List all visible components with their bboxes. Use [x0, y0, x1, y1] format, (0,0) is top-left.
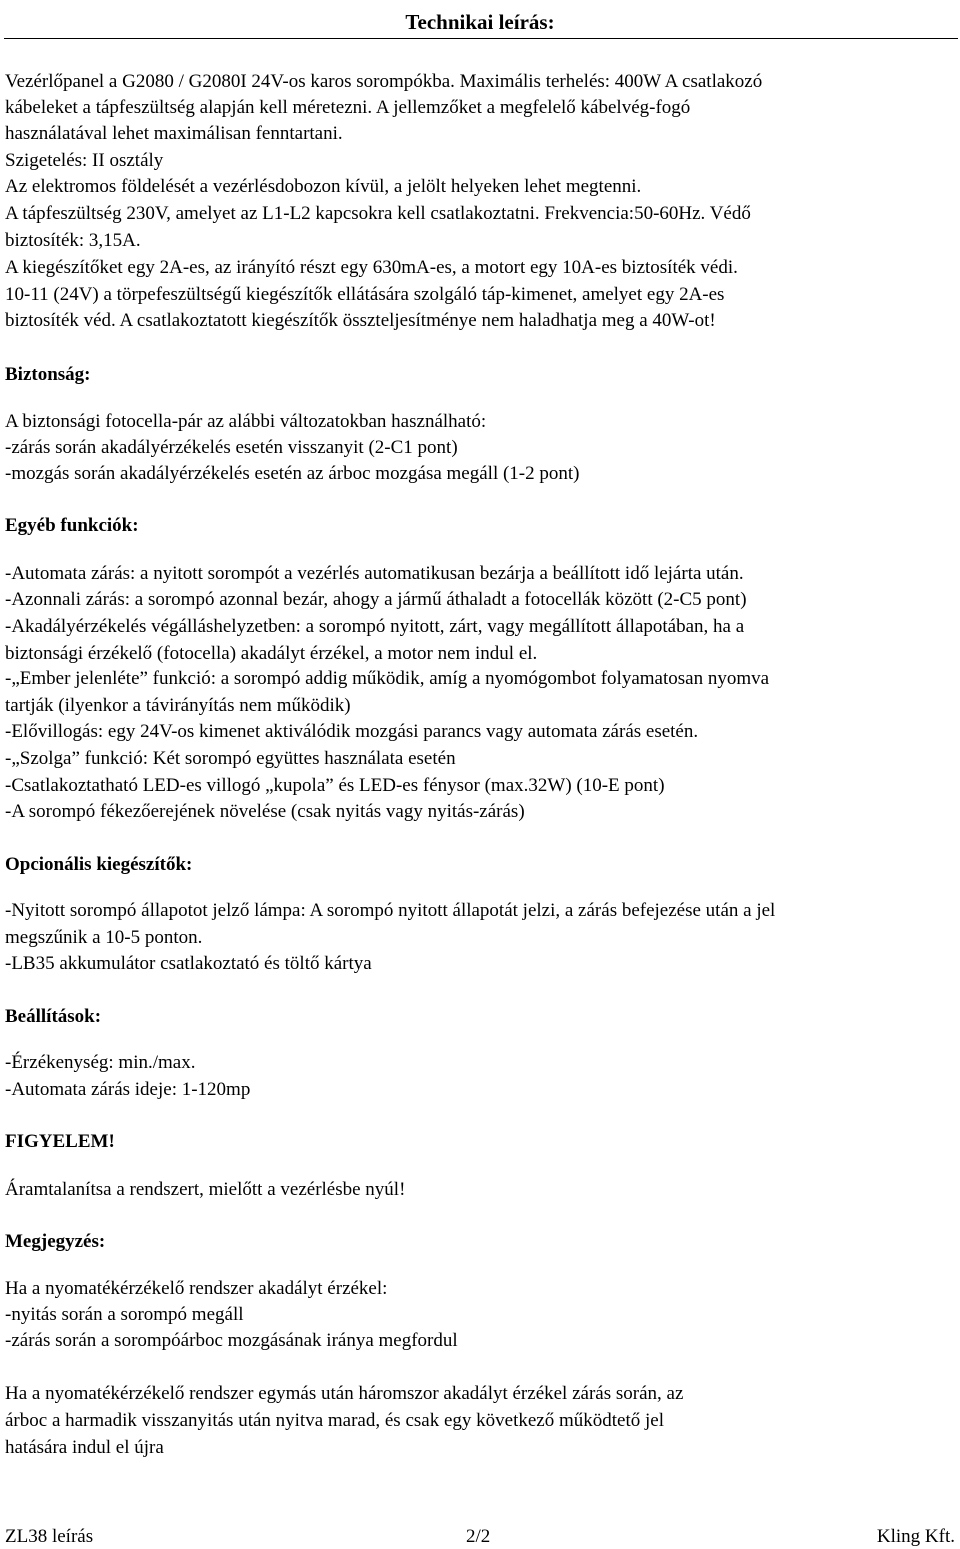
intro-line: biztosíték véd. A csatlakoztatott kiegészítők összteljesítménye nem haladhatja meg a 40W-ot! [5, 310, 716, 331]
egyeb-line: -A sorompó fékezőerejének növelése (csak nyitás vagy nyitás-zárás) [5, 801, 525, 822]
egyeb-line: -„Ember jelenléte” funkció: a sorompó addig működik, amíg a nyomógombot folyamatosan nyomva [5, 668, 770, 689]
footer-document-name: ZL38 leírás [5, 1526, 94, 1547]
page-title: Technikai leírás: [405, 10, 555, 34]
megjegyzes-line: -zárás során a sorompóárboc mozgásának iránya megfordul [5, 1330, 458, 1351]
section-heading-megjegyzes: Megjegyzés: [5, 1231, 106, 1252]
biztonsag-line: A biztonsági fotocella-pár az alábbi változatokban használható: [5, 411, 487, 432]
opcionalis-line: -Nyitott sorompó állapotot jelző lámpa: A sorompó nyitott állapotát jelzi, a zárás befejezése után a jel [5, 900, 776, 921]
opcionalis-line: -LB35 akkumulátor csatlakoztató és töltő kártya [5, 953, 372, 974]
megjegyzes-paragraph-line: Ha a nyomatékérzékelő rendszer egymás után háromszor akadályt érzékel zárás során, az [5, 1383, 684, 1404]
megjegyzes-paragraph-line: hatására indul el újra [5, 1437, 164, 1458]
opcionalis-line: megszűnik a 10-5 ponton. [5, 927, 203, 948]
intro-line: biztosíték: 3,15A. [5, 230, 141, 251]
intro-line: Szigetelés: II osztály [5, 150, 164, 171]
egyeb-line: biztonsági érzékelő (fotocella) akadályt érzékel, a motor nem indul el. [5, 643, 538, 664]
intro-line: A tápfeszültség 230V, amelyet az L1-L2 kapcsokra kell csatlakoztatni. Frekvencia:50-60Hz. Védő [5, 203, 751, 224]
section-heading-opcionalis: Opcionális kiegészítők: [5, 854, 193, 875]
intro-line: használatával lehet maximálisan fenntartani. [5, 123, 343, 144]
section-heading-egyeb: Egyéb funkciók: [5, 515, 139, 536]
egyeb-line: -„Szolga” funkció: Két sorompó együttes használata esetén [5, 748, 456, 769]
megjegyzes-line: Ha a nyomatékérzékelő rendszer akadályt érzékel: [5, 1278, 388, 1299]
egyeb-line: -Akadályérzékelés végálláshelyzetben: a sorompó nyitott, zárt, vagy megállított állapotában, ha a [5, 616, 745, 637]
beallitasok-line: -Automata zárás ideje: 1-120mp [5, 1079, 251, 1100]
footer-company: Kling Kft. [876, 1526, 955, 1547]
egyeb-line: -Azonnali zárás: a sorompó azonnal bezár, ahogy a jármű áthaladt a fotocellák között (2-C5 pont) [5, 589, 747, 610]
megjegyzes-line: -nyitás során a sorompó megáll [5, 1304, 244, 1325]
biztonsag-line: -mozgás során akadályérzékelés esetén az árboc mozgása megáll (1-2 pont) [5, 463, 580, 484]
intro-line: Az elektromos földelését a vezérlésdobozon kívül, a jelölt helyeken lehet megtenni. [5, 176, 642, 197]
egyeb-line: -Csatlakoztatható LED-es villogó „kupola” és LED-es fénysor (max.32W) (10-E pont) [5, 775, 665, 796]
intro-line: A kiegészítőket egy 2A-es, az irányító részt egy 630mA-es, a motort egy 10A-es biztosíték védi. [5, 257, 738, 278]
egyeb-line: -Elővillogás: egy 24V-os kimenet aktiválódik mozgási parancs vagy automata zárás esetén. [5, 721, 699, 742]
footer-page-number: 2/2 [466, 1526, 491, 1547]
megjegyzes-paragraph-line: árboc a harmadik visszanyitás után nyitva marad, és csak egy következő működtető jel [5, 1410, 664, 1431]
egyeb-line: -Automata zárás: a nyitott sorompót a vezérlés automatikusan bezárja a beállított idő lejárta után. [5, 563, 744, 584]
biztonsag-line: -zárás során akadályérzékelés esetén visszanyit (2-C1 pont) [5, 437, 458, 458]
beallitasok-line: -Érzékenység: min./max. [5, 1052, 196, 1073]
section-heading-biztonsag: Biztonság: [5, 364, 91, 385]
egyeb-line: tartják (ilyenkor a távirányítás nem működik) [5, 695, 351, 716]
intro-line: 10-11 (24V) a törpefeszültségű kiegészítők ellátására szolgáló táp-kimenet, amelyet egy 2A-es [5, 284, 725, 305]
intro-line: kábeleket a tápfeszültség alapján kell méretezni. A jellemzőket a megfelelő kábelvég-fogó [5, 97, 691, 118]
section-heading-figyelem: FIGYELEM! [5, 1131, 115, 1152]
figyelem-line: Áramtalanítsa a rendszert, mielőtt a vezérlésbe nyúl! [5, 1179, 406, 1200]
section-heading-beallitasok: Beállítások: [5, 1006, 102, 1027]
title-underline [4, 38, 958, 39]
intro-line: Vezérlőpanel a G2080 / G2080I 24V-os karos sorompókba. Maximális terhelés: 400W A csatlakozó [5, 71, 763, 92]
